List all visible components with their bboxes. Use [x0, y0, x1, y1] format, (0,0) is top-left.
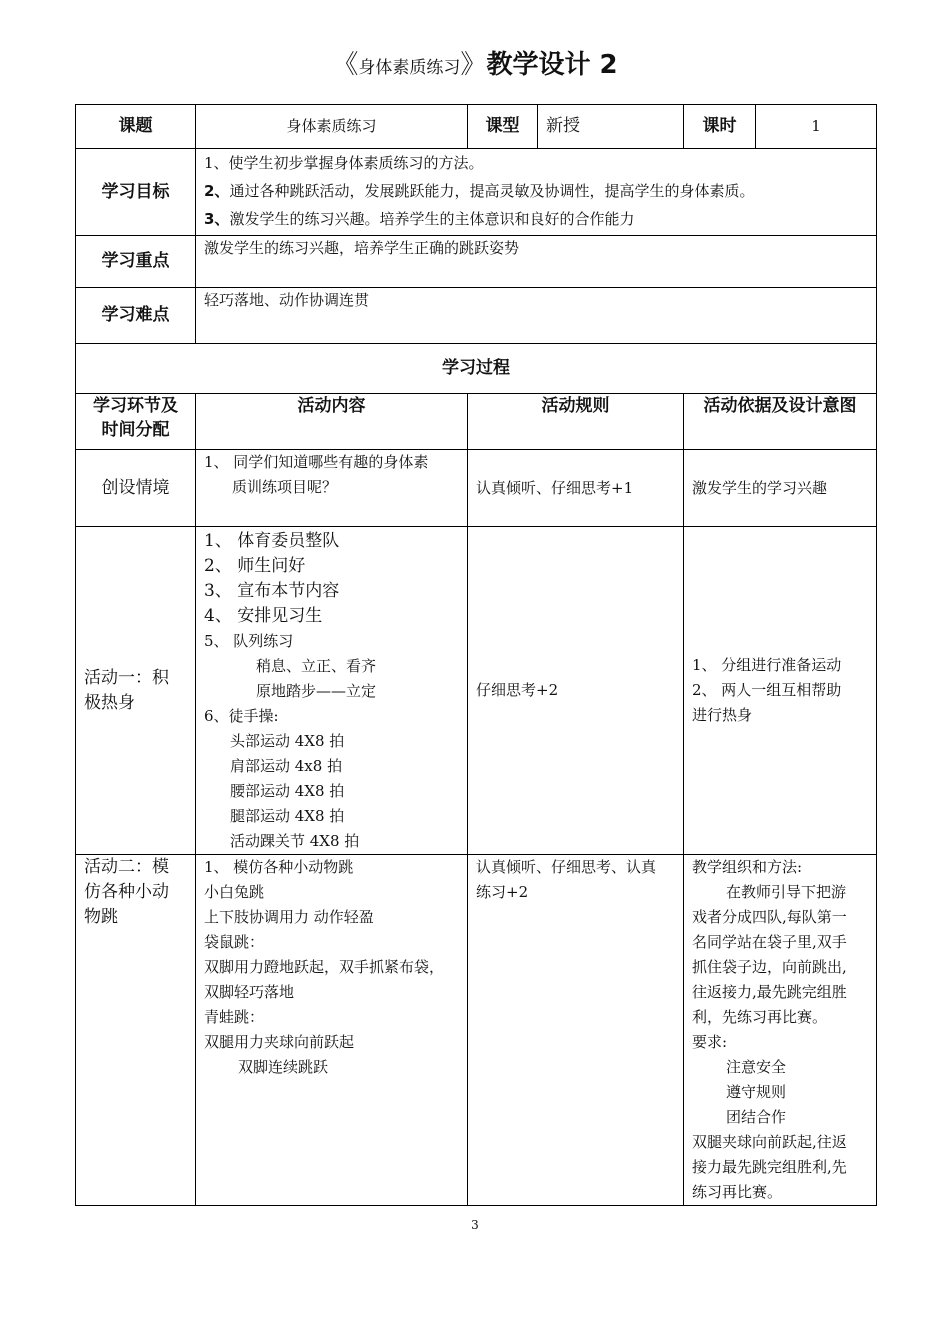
key-points-text: 激发学生的练习兴趣，培养学生正确的跳跃姿势	[196, 236, 877, 288]
content-cell: 1、 模仿各种小动物跳 小白兔跳 上下肢协调用力 动作轻盈 袋鼠跳： 双脚用力蹬地跃起，双手抓紧布袋， 双脚轻巧落地 青蛙跳： 双腿用力夹球向前跃起 双脚连续跳跃	[196, 855, 468, 1206]
label-type: 课型	[468, 105, 538, 149]
col-header-stage: 学习环节及 时间分配	[76, 394, 196, 450]
process-row	[76, 450, 877, 527]
content-cell: 1、 体育委员整队 2、 师生问好 3、 宣布本节内容 4、 安排见习生 5、 队列练习 稍息、立正、看齐 原地踏步——立定 6、徒手操: 头部运动 4X8 拍 肩部运动 4x8 拍 腰部运动 4X8 拍 腿部运动 4X8 拍 活动踝关节 4X8 拍	[196, 527, 468, 855]
value-type: 新授	[538, 105, 684, 149]
goal-item: 2、通过各种跳跃活动，发展跳跃能力，提高灵敏及协调性，提高学生的身体素质。	[204, 182, 755, 200]
process-row	[76, 527, 877, 855]
rule-cell: 仔细思考+2	[468, 527, 684, 855]
process-header-row	[76, 394, 877, 450]
label-key-points: 学习重点	[76, 236, 196, 288]
col-header-intent: 活动依据及设计意图	[684, 394, 877, 450]
label-hours: 课时	[684, 105, 756, 149]
rule-cell: 认真倾听、仔细思考+1	[468, 450, 684, 527]
stage-cell: 活动二：模 仿各种小动 物跳	[76, 855, 196, 1206]
page-number: 3	[471, 1218, 479, 1232]
process-title-row	[76, 344, 877, 394]
process-title: 学习过程	[76, 344, 877, 394]
goal-item: 3、激发学生的练习兴趣。培养学生的主体意识和良好的合作能力	[204, 210, 635, 228]
col-header-rules: 活动规则	[468, 394, 684, 450]
goals-content	[196, 149, 877, 236]
intent-cell: 教学组织和方法: 在教师引导下把游 戏者分成四队,每队第一 名同学站在袋子里,双手 抓住袋子边，向前跳出, 往返接力,最先跳完组胜 利，先练习再比赛。 要求: 注意安全 遵守规则 团结合作 双腿夹球向前跃起,往返 接力最先跳完组胜利,先 练习再比赛。	[684, 855, 877, 1206]
stage-cell: 活动一：积 极热身	[76, 527, 196, 855]
goal-item: 1、使学生初步掌握身体素质练习的方法。	[204, 154, 484, 172]
document-title	[0, 44, 950, 81]
content-cell: 1、 同学们知道哪些有趣的身体素 质训练项目呢？	[196, 450, 468, 527]
title-subject: 身体素质练习	[358, 58, 461, 78]
label-topic: 课题	[76, 105, 196, 149]
key-points-row	[76, 236, 877, 288]
intent-cell: 1、 分组进行准备运动 2、 两人一组互相帮助 进行热身	[684, 527, 877, 855]
col-header-content: 活动内容	[196, 394, 468, 450]
lesson-plan-table	[75, 104, 877, 1206]
header-row	[76, 105, 877, 149]
value-topic: 身体素质练习	[196, 105, 468, 149]
difficulties-text: 轻巧落地、动作协调连贯	[196, 288, 877, 344]
goals-row	[76, 149, 877, 236]
value-hours: 1	[756, 105, 877, 149]
process-row	[76, 855, 877, 1206]
rule-cell: 认真倾听、仔细思考、认真 练习+2	[468, 855, 684, 1206]
stage-cell: 创设情境	[76, 450, 196, 527]
title-main: 教学设计 2	[486, 50, 618, 80]
label-difficulties: 学习难点	[76, 288, 196, 344]
difficulties-row	[76, 288, 877, 344]
title-bracket-open: 《	[332, 50, 359, 80]
label-goals: 学习目标	[76, 149, 196, 236]
intent-cell: 激发学生的学习兴趣	[684, 450, 877, 527]
title-bracket-close: 》	[460, 50, 487, 80]
